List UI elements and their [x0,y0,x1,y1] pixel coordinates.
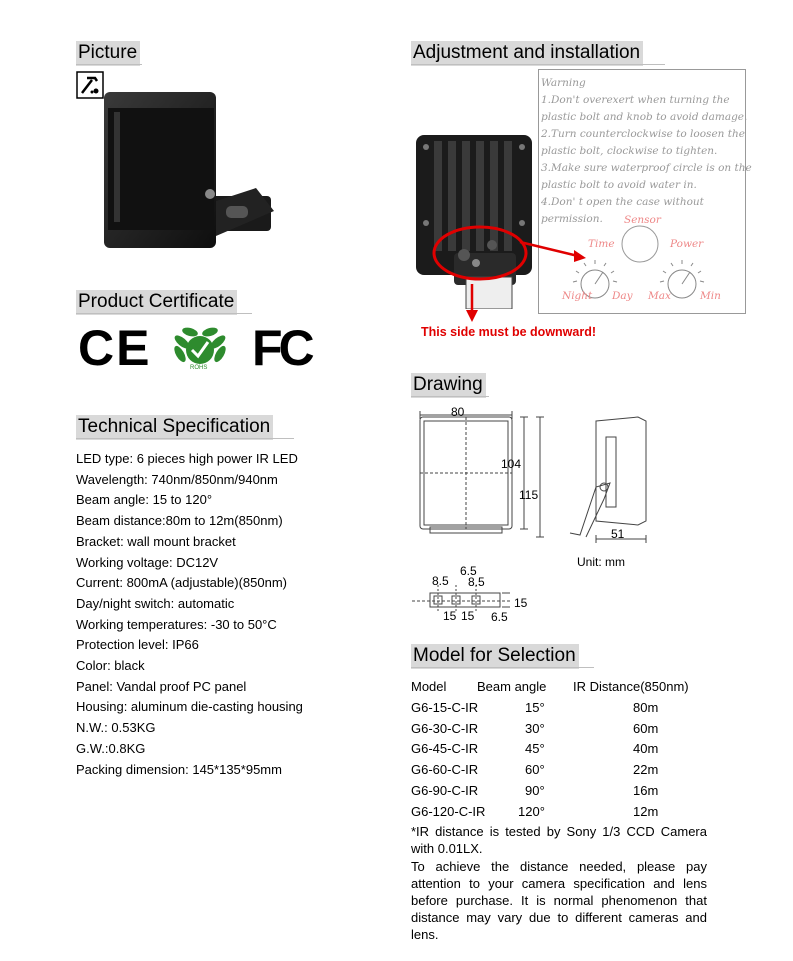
certificate-title: Product Certificate [76,290,237,315]
red-arrows [410,230,600,330]
warning-title: Warning [541,77,586,89]
distance-cell: 12m [633,803,659,819]
angle-cell: 120° [518,803,545,819]
dim-6-5-top: 6.5 [460,564,477,578]
dim-15-bottom-b: 15 [461,609,475,623]
spec-title-line [76,438,294,439]
distance-cell: 40m [633,741,659,757]
fcc-mark: FC [252,320,311,376]
spec-item: Wavelength: 740nm/850nm/940nm [76,471,278,487]
spec-item: Housing: aluminum die-casting housing [76,699,303,715]
spec-item: Working temperatures: -30 to 50°C [76,616,277,632]
ce-mark: CE [78,320,152,376]
picture-title-line [76,64,142,65]
spec-title: Technical Specification [76,415,273,440]
angle-cell: 15° [525,699,545,715]
spec-item: LED type: 6 pieces high power IR LED [76,451,298,466]
angle-cell: 60° [525,762,545,778]
distance-cell: 16m [633,782,659,798]
certificate-title-line [76,313,252,314]
warning-line: 1.Don't overexert when turning the [541,94,730,106]
spec-item: Color: black [76,658,145,674]
warning-line: 2.Turn counterclockwise to loosen the [541,128,745,140]
picture-title: Picture [76,41,140,66]
downward-note: This side must be downward! [421,325,597,339]
spec-item: Packing dimension: 145*135*95mm [76,761,282,777]
dim-51: 51 [611,527,625,541]
model-cell: G6-90-C-IR [411,782,479,798]
sensor-label: Sensor [624,214,661,226]
dim-8-5-right: 8.5 [468,575,485,589]
model-cell: G6-30-C-IR [411,720,479,736]
advice-note: To achieve the distance needed, please pay attention to your camera specification and lens before purchase. It is normal phenomenon that distance may vary due to different cameras and lens. [411,859,707,942]
spec-item: G.W.:0.8KG [76,740,146,756]
spec-item: Working voltage: DC12V [76,554,219,570]
dim-115: 115 [519,488,539,502]
drawing-title: Drawing [411,373,486,398]
model-title-line [411,667,594,668]
warning-line: plastic bolt to avoid water in. [541,179,697,191]
spec-item: Panel: Vandal proof PC panel [76,678,247,694]
rohs-text: ROHS [190,365,208,371]
warning-line: 3.Make sure waterproof circle is on the [541,162,752,174]
spec-item: Beam distance:80m to 12m(850nm) [76,513,283,529]
technical-drawing [410,403,660,628]
day-label: Day [612,290,633,302]
distance-cell: 60m [633,720,659,736]
dim-104: 104 [501,457,522,471]
max-label: Max [648,290,671,302]
model-header: Model [411,679,447,694]
angle-cell: 90° [525,782,545,798]
drawing-title-line [411,396,489,397]
ir-note: *IR distance is tested by Sony 1/3 CCD Camera with 0.01LX. [411,824,707,856]
adjust-title-line [411,64,665,65]
model-title: Model for Selection [411,644,579,669]
warning-line: permission. [541,213,603,225]
product-photo [96,86,276,256]
spec-item: N.W.: 0.53KG [76,720,156,736]
drawing-unit: Unit: mm [577,555,625,569]
dim-15-right: 15 [514,596,528,610]
distance-cell: 22m [633,762,659,778]
angle-cell: 30° [525,720,545,736]
model-cell: G6-120-C-IR [411,803,486,819]
dim-8-5-left: 8.5 [432,574,449,588]
model-cell: G6-15-C-IR [411,699,479,715]
adjust-title: Adjustment and installation [411,41,643,66]
model-cell: G6-60-C-IR [411,762,479,778]
dim-80: 80 [451,405,465,419]
spec-item: Current: 800mA (adjustable)(850nm) [76,575,287,591]
spec-item: Beam angle: 15 to 120° [76,492,213,508]
night-label: Night [562,290,593,302]
spec-item: Day/night switch: automatic [76,595,235,611]
ir-distance-header: IR Distance(850nm) [573,679,689,694]
distance-cell: 80m [633,699,659,715]
warning-line: plastic bolt and knob to avoid damage. [541,111,748,123]
warning-line: 4.Don' t open the case without [541,196,704,208]
time-label: Time [588,238,615,250]
spec-list [76,449,303,780]
spec-item: Bracket: wall mount bracket [76,533,236,549]
angle-cell: 45° [525,741,545,757]
warning-line: plastic bolt, clockwise to tighten. [541,145,718,157]
power-label: Power [670,238,704,250]
spec-item: Protection level: IP66 [76,637,199,653]
dim-15-bottom-a: 15 [443,609,457,623]
min-label: Min [700,290,721,302]
dim-6-5-bottom: 6.5 [491,610,508,624]
model-cell: G6-45-C-IR [411,741,479,757]
beam-angle-header: Beam angle [477,679,547,694]
